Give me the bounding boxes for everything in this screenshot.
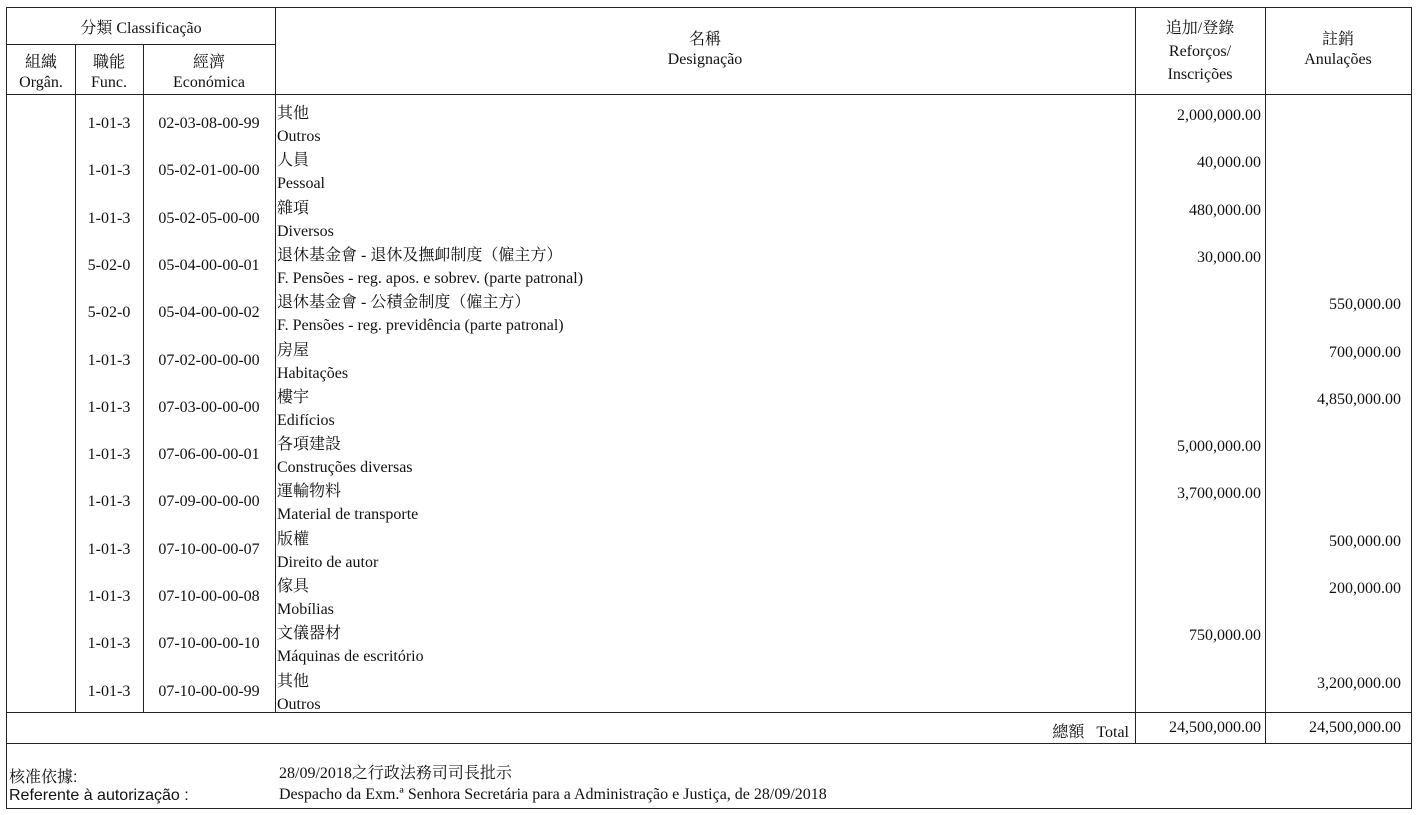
reforcos-header: 追加/登錄 Reforços/ Inscrições	[1165, 20, 1235, 83]
designation-cell	[277, 622, 1127, 668]
designation-cell	[277, 197, 1127, 243]
designation-pt: Máquinas de escritório	[277, 648, 424, 666]
header-bottom-line	[7, 94, 1411, 95]
designation-cell	[277, 149, 1127, 195]
func-code: 5-02-0	[87, 256, 131, 274]
econ-code: 07-10-00-00-99	[158, 682, 260, 700]
reforcos-value: 480,000.00	[1189, 201, 1261, 219]
table-row	[7, 480, 1411, 527]
func-code: 1-01-3	[87, 162, 131, 180]
designation-zh: 傢具	[277, 578, 310, 595]
total-label: 總額 Total	[1052, 724, 1129, 741]
table-row	[7, 528, 1411, 575]
classification-header: 分類 Classificação	[80, 20, 202, 37]
func-code: 1-01-3	[87, 446, 131, 464]
econ-code: 05-04-00-00-02	[158, 304, 260, 322]
designation-cell	[277, 244, 1127, 290]
designation-cell	[277, 386, 1127, 432]
table-row	[7, 102, 1411, 149]
designation-pt: Mobílias	[277, 601, 334, 618]
func-code: 1-01-3	[87, 493, 131, 511]
designation-zh: 版權	[277, 530, 310, 548]
designation-pt: F. Pensões - reg. previdência (parte patronal)	[277, 317, 564, 335]
table-row	[7, 670, 1411, 717]
econ-code: 02-03-08-00-99	[158, 115, 260, 132]
designation-pt: Outros	[277, 128, 321, 145]
designation-cell	[277, 291, 1127, 337]
econ-code: 07-03-00-00-00	[158, 398, 260, 416]
econ-code: 07-10-00-00-07	[158, 540, 260, 558]
table-row	[7, 339, 1411, 386]
econ-code: 07-02-00-00-00	[158, 351, 260, 369]
authorization-value-zh: 28/09/2018之行政法務司司長批示	[279, 765, 512, 782]
anulacoes-value: 3,200,000.00	[1317, 674, 1401, 692]
total-reforcos: 24,500,000.00	[1169, 719, 1261, 736]
econ-header: 經濟 Económica	[173, 54, 245, 91]
designation-header: 名稱 Designação	[667, 31, 743, 68]
organ-header: 組織 Orgân.	[19, 54, 63, 91]
func-code: 1-01-3	[87, 209, 131, 227]
designation-zh: 其他	[277, 105, 310, 122]
reforcos-value: 750,000.00	[1189, 627, 1261, 645]
econ-code: 05-02-01-00-00	[158, 162, 260, 180]
anulacoes-value: 200,000.00	[1329, 580, 1401, 597]
table-row	[7, 386, 1411, 433]
func-code: 1-01-3	[87, 351, 131, 369]
total-anulacoes: 24,500,000.00	[1309, 719, 1401, 736]
designation-cell	[277, 670, 1127, 716]
reforcos-value: 30,000.00	[1197, 248, 1261, 266]
reforcos-value: 3,700,000.00	[1177, 485, 1261, 503]
designation-pt: Pessoal	[277, 175, 325, 193]
designation-pt: Edifícios	[277, 411, 335, 429]
header-divider-classification	[7, 44, 275, 45]
designation-cell	[277, 102, 1127, 148]
table-row	[7, 149, 1411, 196]
designation-zh: 人員	[277, 152, 310, 170]
designation-pt: Diversos	[277, 222, 334, 240]
func-code: 1-01-3	[87, 682, 131, 700]
econ-code: 05-04-00-00-01	[158, 256, 260, 274]
designation-pt: Direito de autor	[277, 553, 379, 571]
designation-pt: Material de transporte	[277, 506, 419, 524]
designation-cell	[277, 339, 1127, 385]
table-row	[7, 291, 1411, 338]
func-code: 1-01-3	[87, 540, 131, 558]
func-header: 職能 Func.	[91, 54, 127, 91]
authorization-label-pt: Referente à autorização :	[9, 787, 189, 804]
designation-zh: 退休基金會 - 退休及撫卹制度（僱主方）	[277, 246, 563, 264]
designation-zh: 樓宇	[277, 388, 310, 406]
table-row	[7, 244, 1411, 291]
designation-zh: 其他	[277, 672, 310, 690]
econ-code: 07-10-00-00-08	[158, 588, 260, 605]
econ-code: 07-09-00-00-00	[158, 493, 260, 511]
table-row	[7, 433, 1411, 480]
designation-pt: Habitações	[277, 364, 349, 382]
designation-pt: Construções diversas	[277, 459, 413, 477]
authorization-label-zh: 核准依據:	[9, 769, 78, 786]
econ-code: 07-06-00-00-01	[158, 446, 260, 464]
econ-code: 07-10-00-00-10	[158, 635, 260, 653]
anulacoes-value: 4,850,000.00	[1317, 390, 1401, 408]
designation-cell	[277, 575, 1127, 621]
designation-zh: 雜項	[277, 199, 310, 217]
budget-table	[6, 7, 1412, 809]
func-code: 1-01-3	[87, 635, 131, 653]
func-code: 1-01-3	[87, 588, 131, 605]
func-code: 5-02-0	[87, 304, 131, 322]
designation-pt: Outros	[277, 695, 321, 713]
designation-cell	[277, 480, 1127, 526]
designation-cell	[277, 528, 1127, 574]
table-row	[7, 575, 1411, 622]
func-code: 1-01-3	[87, 398, 131, 416]
anulacoes-header: 註銷 Anulações	[1304, 31, 1372, 68]
anulacoes-value: 700,000.00	[1329, 343, 1401, 361]
designation-cell	[277, 433, 1127, 479]
authorization-value-pt: Despacho da Exm.ª Senhora Secretária para a Administração e Justiça, de 28/09/2018	[279, 786, 827, 803]
econ-code: 05-02-05-00-00	[158, 209, 260, 227]
designation-zh: 退休基金會 - 公積金制度（僱主方）	[277, 294, 531, 312]
anulacoes-value: 500,000.00	[1329, 532, 1401, 550]
designation-zh: 文儀器材	[277, 625, 342, 643]
table-row	[7, 622, 1411, 669]
func-code: 1-01-3	[87, 115, 131, 132]
designation-zh: 房屋	[277, 341, 310, 359]
reforcos-value: 5,000,000.00	[1177, 438, 1261, 456]
total-bottom-line	[7, 743, 1411, 744]
reforcos-value: 2,000,000.00	[1177, 107, 1261, 124]
reforcos-value: 40,000.00	[1197, 154, 1261, 172]
designation-zh: 運輸物料	[277, 483, 342, 501]
table-row	[7, 197, 1411, 244]
designation-pt: F. Pensões - reg. apos. e sobrev. (parte patronal)	[277, 269, 584, 287]
anulacoes-value: 550,000.00	[1329, 296, 1401, 314]
designation-zh: 各項建設	[277, 436, 342, 454]
